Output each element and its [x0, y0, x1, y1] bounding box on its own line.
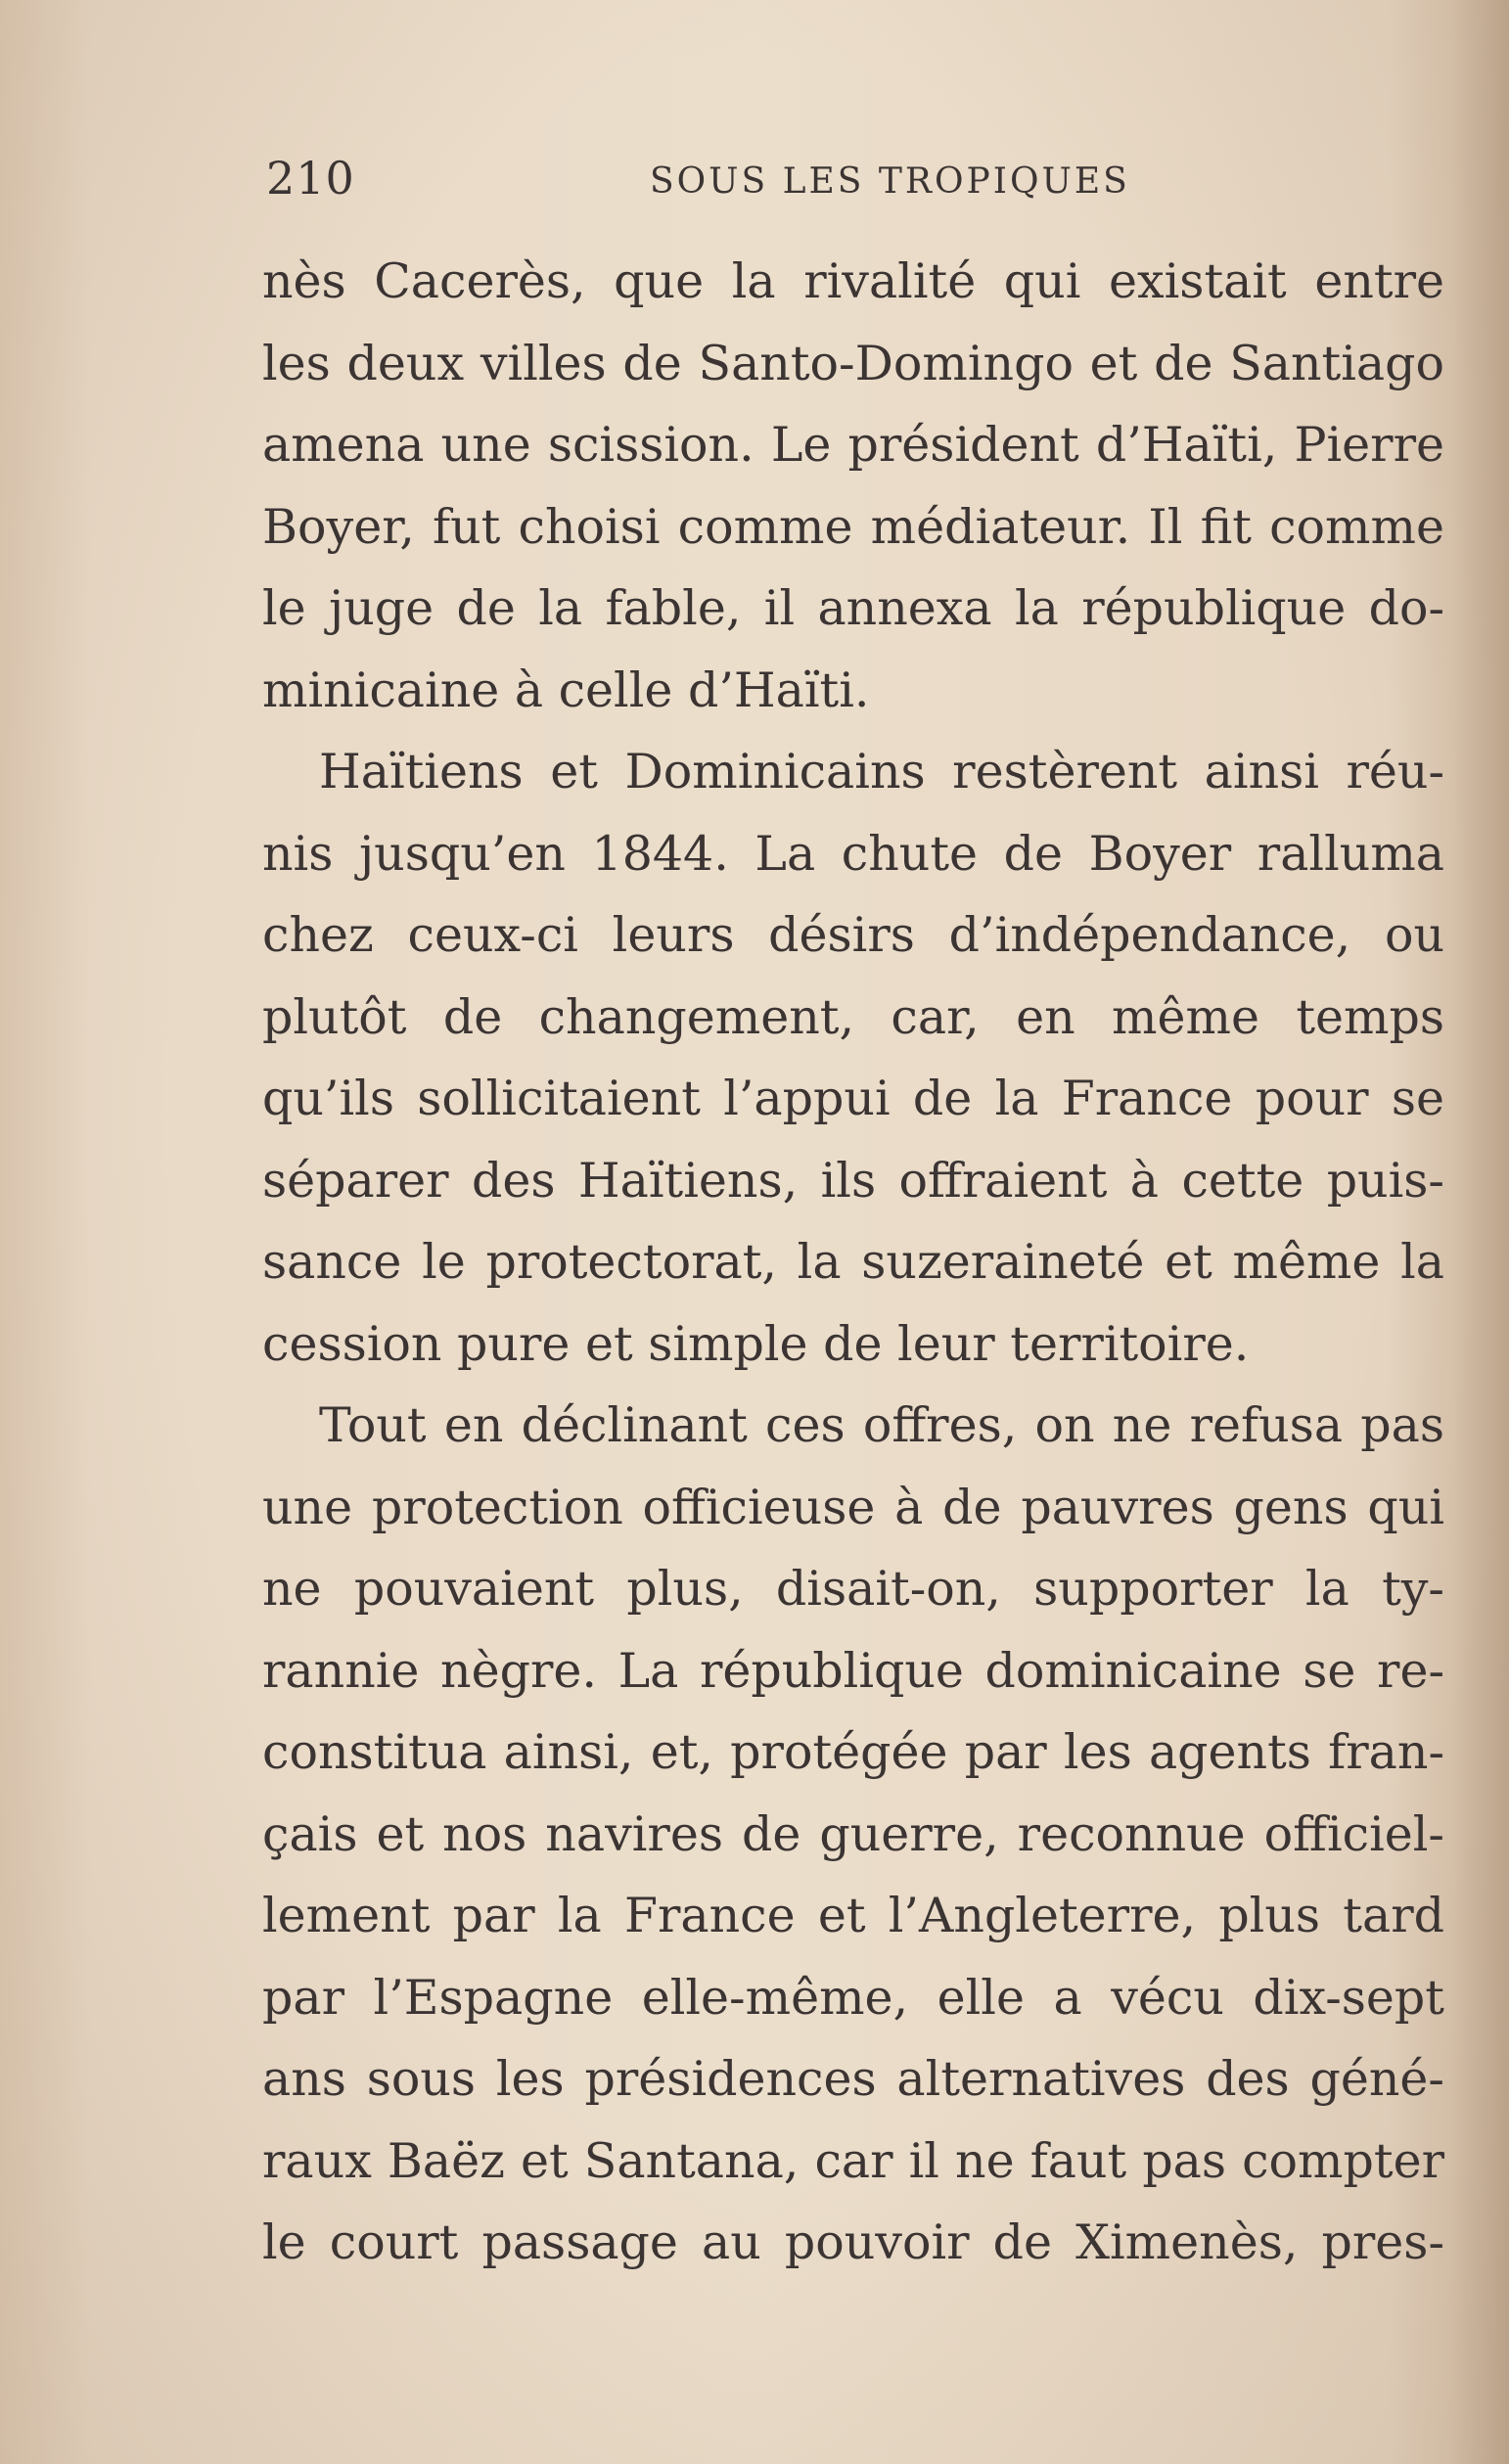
text-line: par l’Espagne elle-même, elle a vécu dix-sept — [262, 1969, 1444, 2026]
page-header — [266, 152, 1440, 210]
text-line: raux Baëz et Santana, car il ne faut pas compter — [262, 2132, 1444, 2189]
text-line: le court passage au pouvoir de Ximenès, pres- — [262, 2214, 1444, 2270]
text-line: une protection officieuse à de pauvres gens qui — [262, 1479, 1444, 1535]
text-line: Tout en déclinant ces offres, on ne refusa pas — [319, 1397, 1444, 1453]
text-line: chez ceux-ci leurs désirs d’indépendance, ou — [262, 907, 1444, 963]
page-number: 210 — [266, 152, 355, 205]
text-line: les deux villes de Santo-Domingo et de Santiago — [262, 335, 1444, 391]
text-line: nis jusqu’en 1844. La chute de Boyer ralluma — [262, 825, 1444, 882]
text-line: plutôt de changement, car, en même temps — [262, 988, 1444, 1045]
text-line: qu’ils sollicitaient l’appui de la France pour se — [262, 1071, 1444, 1126]
text-line: nès Cacerès, que la rivalité qui existait entre — [262, 253, 1444, 309]
text-line: Boyer, fut choisi comme médiateur. Il fit comme — [262, 498, 1444, 555]
running-title: SOUS LES TROPIQUES — [650, 161, 1130, 202]
text-line: ne pouvaient plus, disait-on, supporter la ty- — [262, 1561, 1444, 1617]
text-line: lement par la France et l’Angleterre, plus tard — [262, 1888, 1444, 1943]
text-line: sance le protectorat, la suzeraineté et même la — [262, 1234, 1444, 1290]
text-line: minicaine à celle d’Haïti. — [262, 662, 870, 718]
page-edge-shadow — [1450, 0, 1509, 2464]
text-line: rannie nègre. La république dominicaine se re- — [262, 1642, 1444, 1699]
text-line: cession pure et simple de leur territoire. — [262, 1315, 1250, 1372]
text-line: séparer des Haïtiens, ils offraient à cette puis- — [262, 1152, 1444, 1209]
text-line: constitua ainsi, et, protégée par les agents fran- — [262, 1724, 1444, 1780]
text-line: amena une scission. Le président d’Haïti, Pierre — [262, 417, 1444, 473]
text-line: ans sous les présidences alternatives des géné- — [262, 2051, 1444, 2107]
text-line: le juge de la fable, il annexa la république do- — [262, 580, 1444, 636]
text-line: çais et nos navires de guerre, reconnue officiel- — [262, 1805, 1444, 1862]
body-text — [262, 241, 1444, 2284]
text-line: Haïtiens et Dominicains restèrent ainsi réu- — [319, 744, 1444, 799]
